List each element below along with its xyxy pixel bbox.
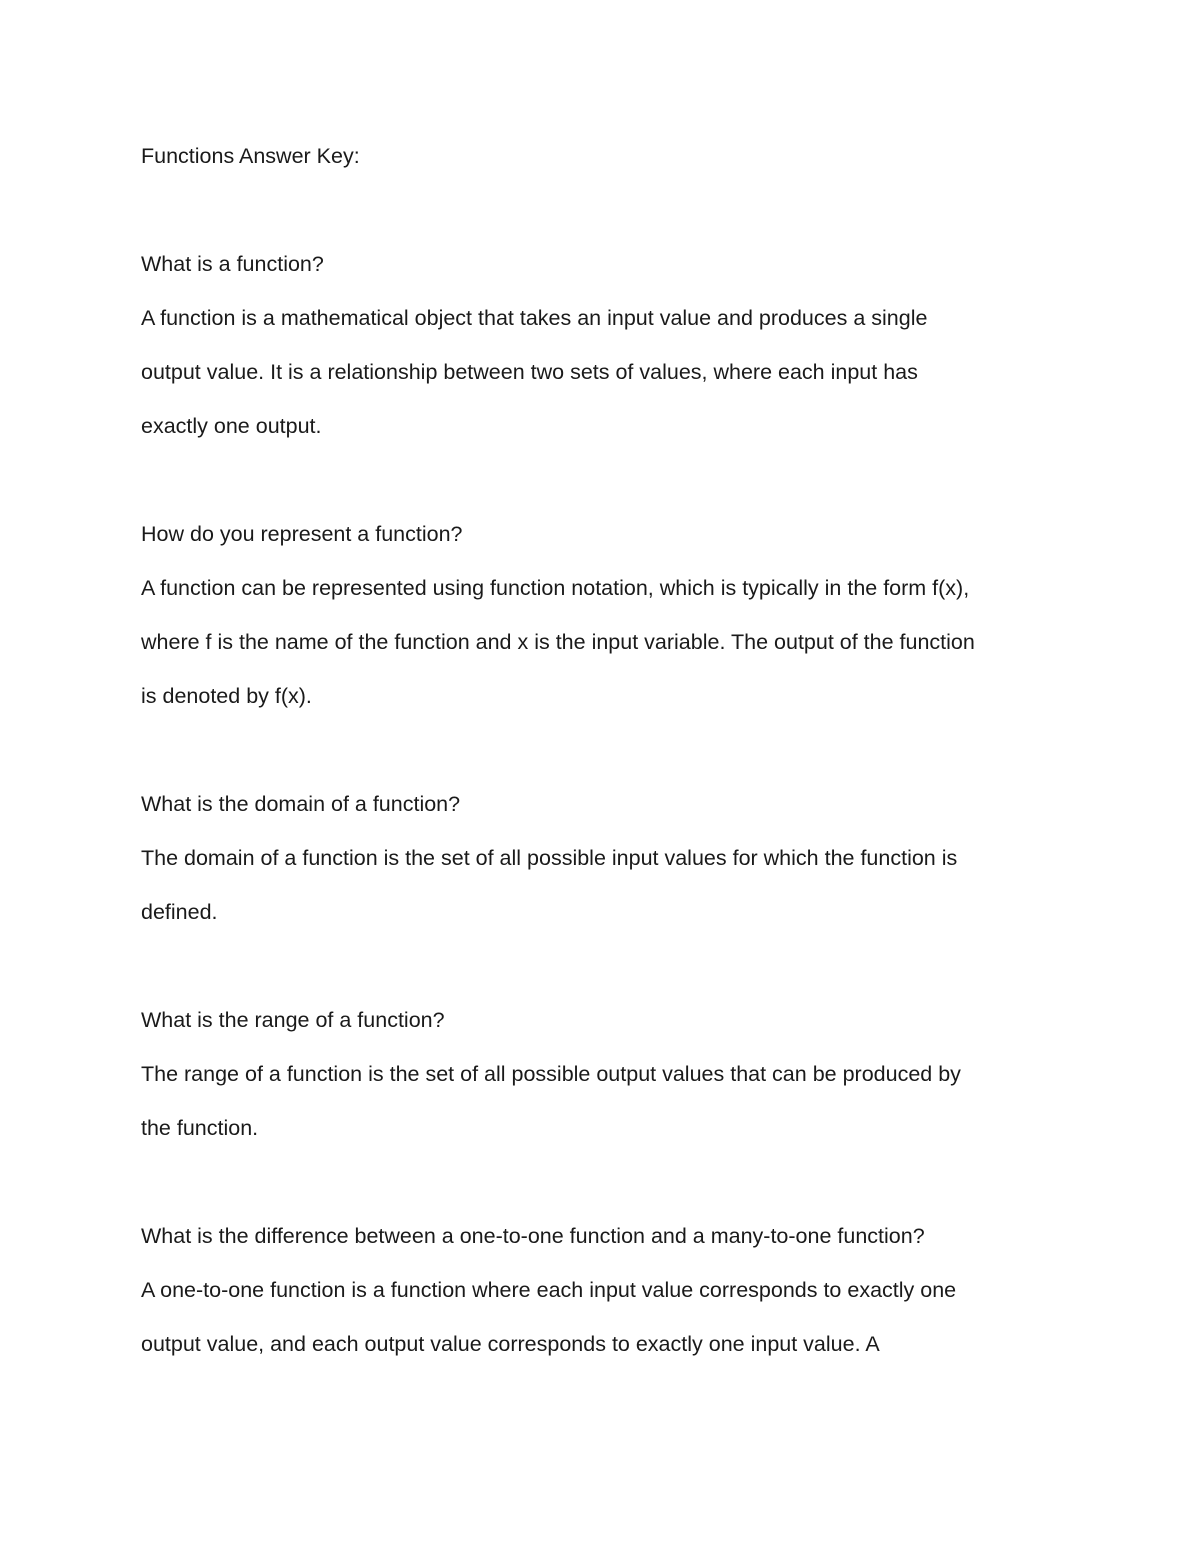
answer-line: A function is a mathematical object that takes an input value and produces a single [141, 306, 928, 330]
answer-line: output value, and each output value corresponds to exactly one input value. A [141, 1332, 880, 1356]
question-heading: What is the difference between a one-to-one function and a many-to-one function? [141, 1224, 925, 1248]
answer-line: exactly one output. [141, 414, 322, 438]
spacer [141, 183, 1071, 237]
spacer [141, 939, 1071, 993]
answer-line: output value. It is a relationship between two sets of values, where each input has [141, 360, 918, 384]
answer-line: The range of a function is the set of all possible output values that can be produced by [141, 1062, 961, 1086]
answer-line: the function. [141, 1116, 259, 1140]
question-heading: What is the domain of a function? [141, 792, 461, 816]
answer-line: A one-to-one function is a function where each input value corresponds to exactly one [141, 1278, 957, 1302]
spacer [141, 723, 1071, 777]
answer-line: is denoted by f(x). [141, 684, 312, 708]
answer-line: defined. [141, 900, 218, 924]
spacer [141, 1155, 1071, 1209]
answer-line: where f is the name of the function and x is the input variable. The output of the function [141, 630, 975, 654]
document-title: Functions Answer Key: [141, 144, 360, 168]
answer-line: A function can be represented using function notation, which is typically in the form f(x), [141, 576, 970, 600]
document-body [141, 129, 1071, 1371]
question-heading: What is a function? [141, 252, 324, 276]
answer-line: The domain of a function is the set of all possible input values for which the function is [141, 846, 958, 870]
spacer [141, 453, 1071, 507]
question-heading: How do you represent a function? [141, 522, 463, 546]
question-heading: What is the range of a function? [141, 1008, 445, 1032]
